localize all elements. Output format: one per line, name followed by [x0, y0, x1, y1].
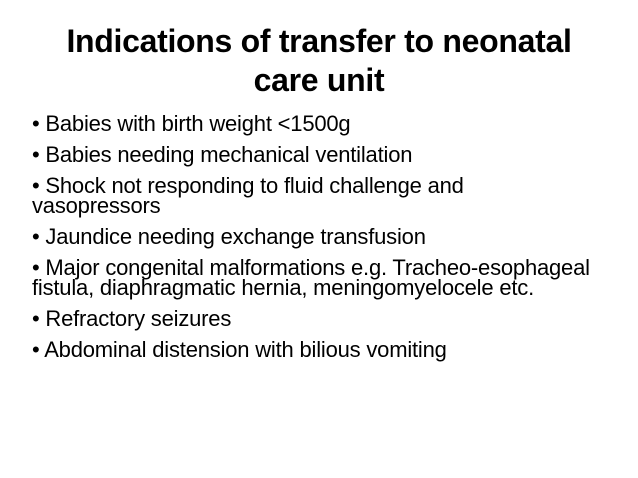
- bullet-item: • Refractory seizures: [32, 306, 232, 331]
- bullet-item: • Jaundice needing exchange transfusion: [32, 224, 426, 249]
- bullet-item: • Babies with birth weight <1500g: [32, 111, 351, 136]
- bullet-item: • Shock not responding to fluid challenge and vasopressors: [32, 173, 464, 218]
- bullet-item: • Major congenital malformations e.g. Tracheo-esophageal fistula, diaphragmatic hernia, meningomyelocele etc.: [32, 255, 590, 300]
- bullet-item: • Abdominal distension with bilious vomiting: [32, 337, 447, 362]
- slide-title: Indications of transfer to neonatal care unit: [66, 23, 572, 98]
- bullet-item: • Babies needing mechanical ventilation: [32, 142, 413, 167]
- bullet-list: [32, 111, 592, 371]
